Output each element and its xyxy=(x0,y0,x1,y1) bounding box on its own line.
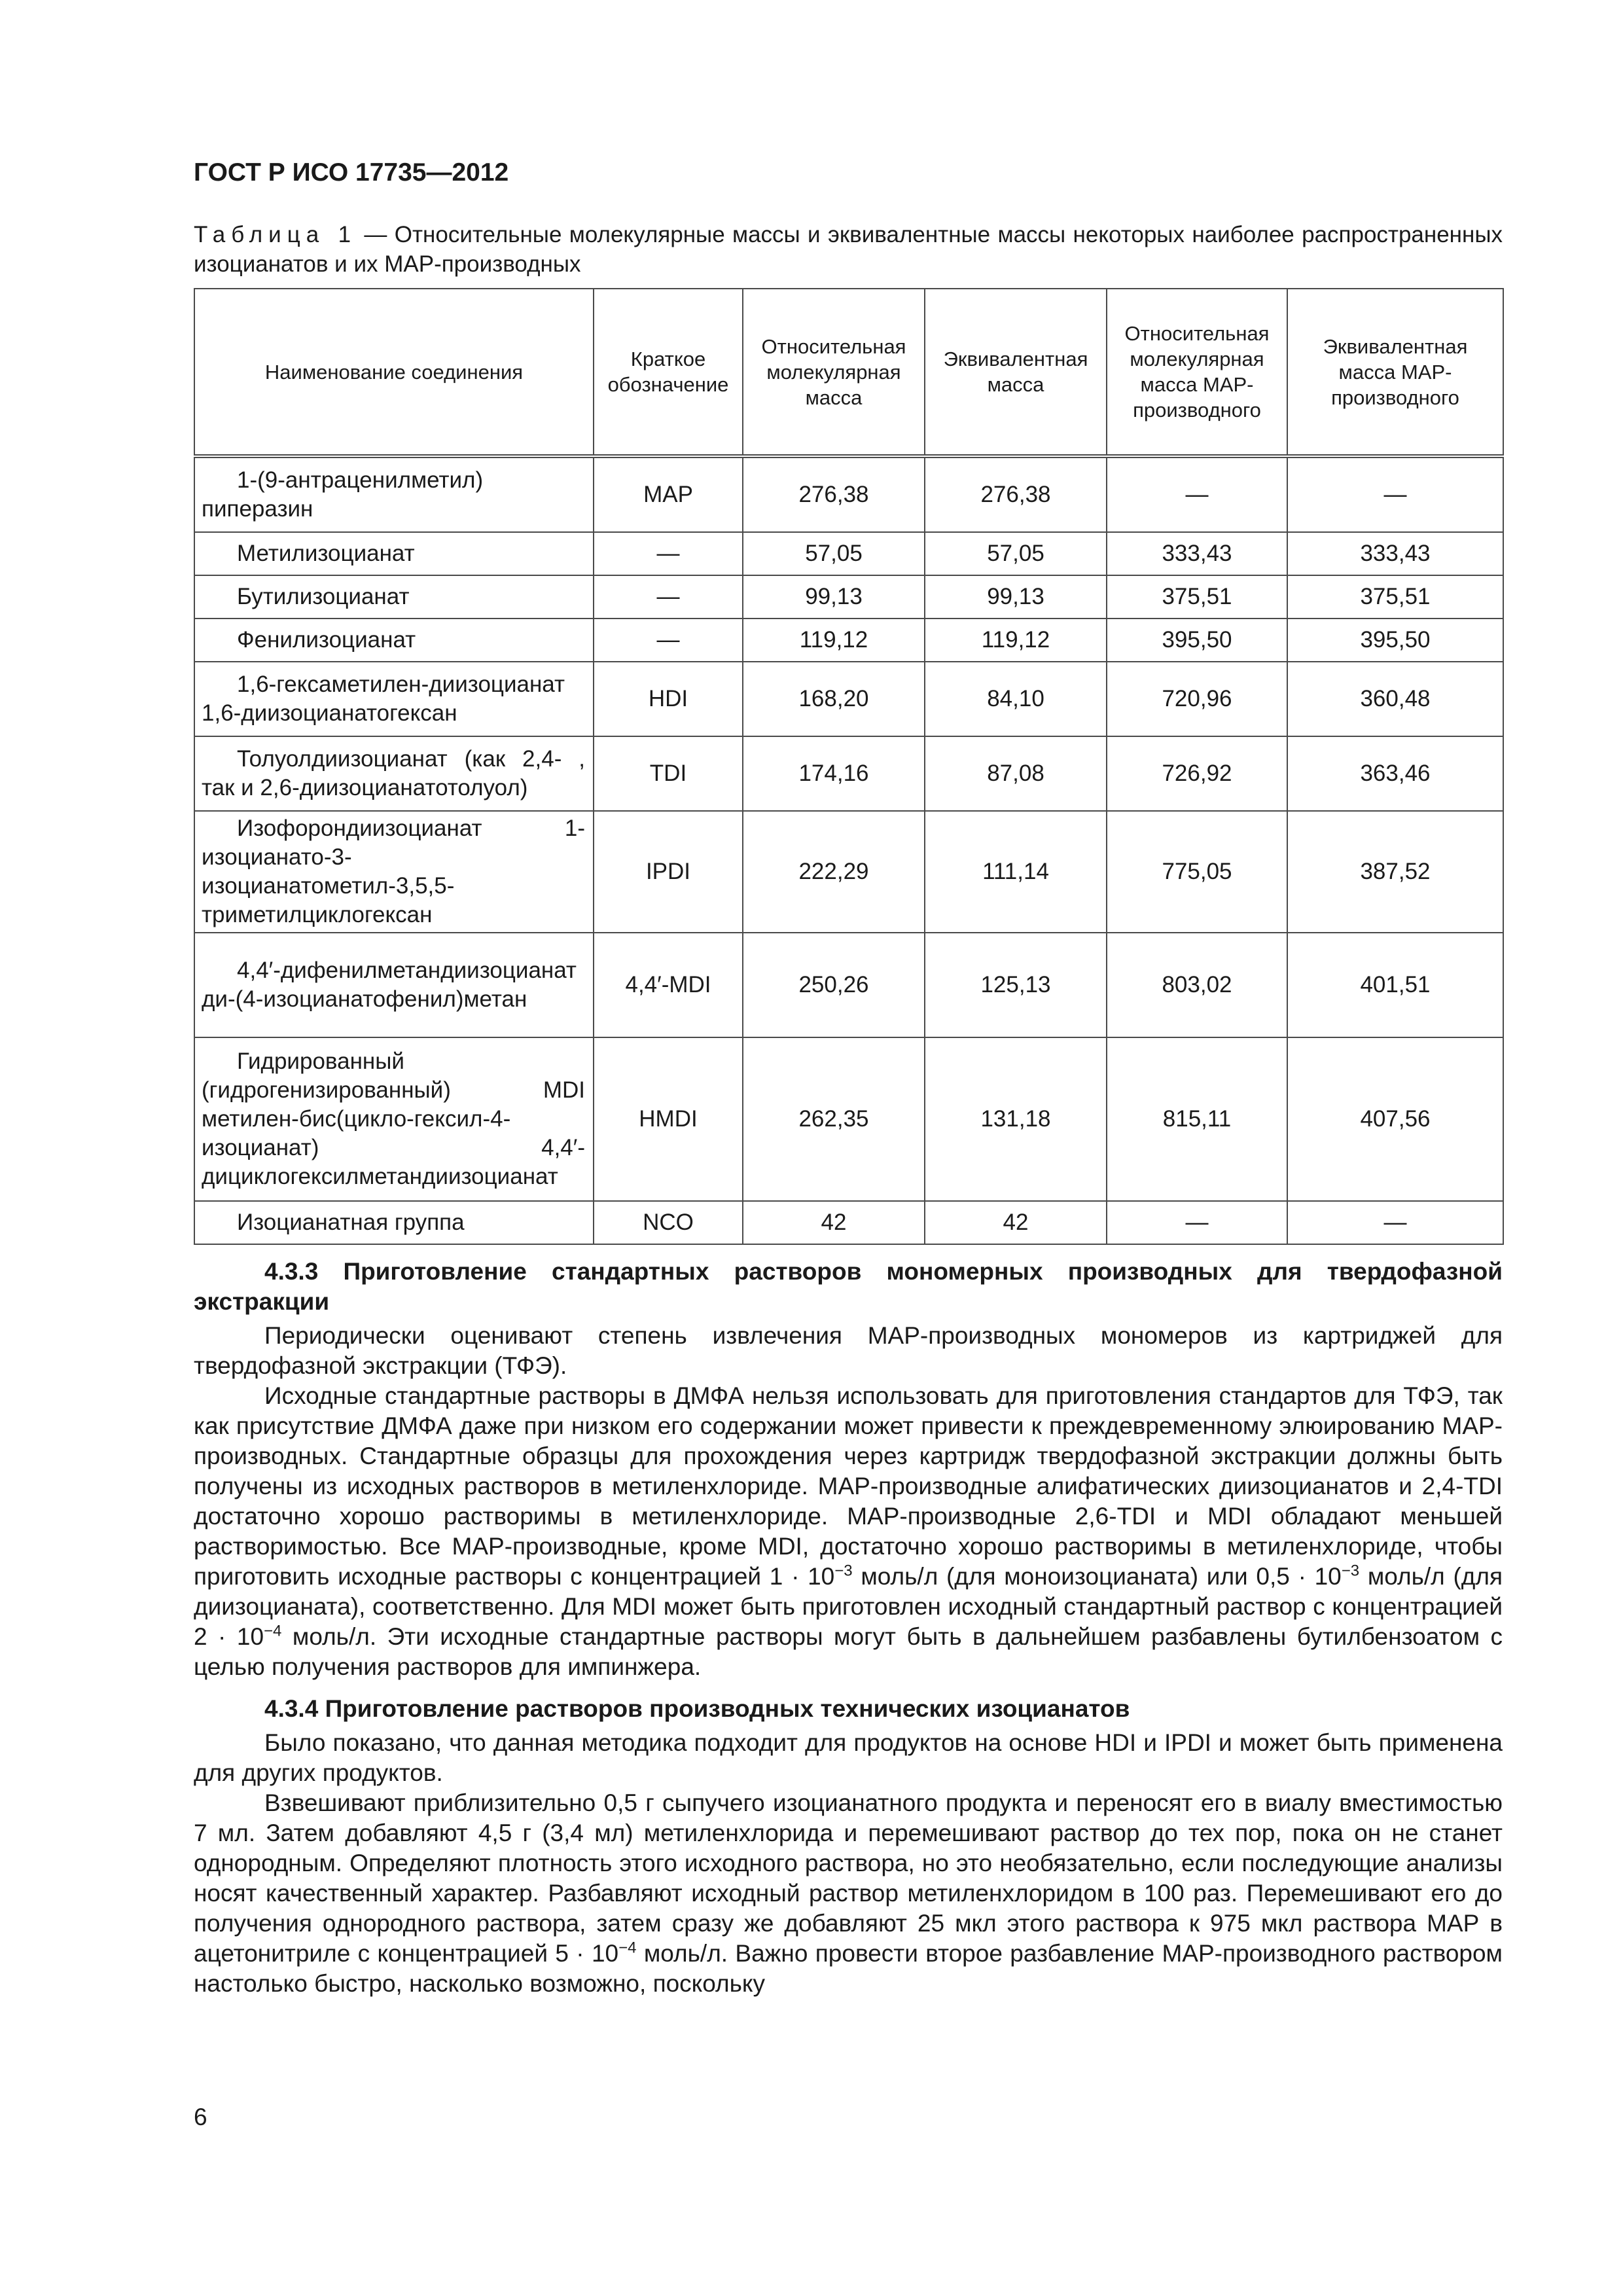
paragraph-text: моль/л (для диизоцианата), соответственно. Для MDI может быть приготовлен исходный стандартный раствор с концентрацией 2 · 10 xyxy=(194,1563,1503,1650)
paragraph-text: моль/л. Важно провести второе разбавление МАР-производного раствором настолько быстро, насколько возможно, поскольку xyxy=(194,1940,1503,1997)
cell-eq: 131,18 xyxy=(925,1037,1107,1201)
cell-mw: 222,29 xyxy=(743,811,925,933)
cell-eq: 84,10 xyxy=(925,662,1107,736)
table-row xyxy=(194,532,1503,575)
cell-abbr: — xyxy=(594,619,743,662)
cell-eq: 111,14 xyxy=(925,811,1107,933)
cell-name: 1-(9-антраценилметил) пиперазин xyxy=(194,456,594,532)
cell-mw-map: 726,92 xyxy=(1107,736,1287,811)
cell-eq: 125,13 xyxy=(925,933,1107,1037)
cell-mw: 250,26 xyxy=(743,933,925,1037)
cell-mw: 119,12 xyxy=(743,619,925,662)
cell-mw: 276,38 xyxy=(743,456,925,532)
cell-name: Изоцианатная группа xyxy=(194,1201,594,1244)
cell-mw-map: 395,50 xyxy=(1107,619,1287,662)
page-number: 6 xyxy=(194,2104,207,2130)
cell-mw: 42 xyxy=(743,1201,925,1244)
cell-abbr: TDI xyxy=(594,736,743,811)
paragraph-text: Взвешивают приблизительно 0,5 г сыпучего изоцианатного продукта и переносят его в виалу вместимостью 7 мл. Затем добавляют 4,5 г (3,4 мл) метиленхлорида и перемешивают раствор до тех пор, пока он не станет однородным. Определяют плотность этого исходного раствора, но это необязательно, если последующие анализы носят качественный характер. Разбавляют исходный раствор метиленхлоридом в 100 раз. Перемешивают его до получения однородного раствора, затем сразу же добавляют 25 мкл этого раствора к 975 мкл раствора МАР в ацетонитриле с концентрацией 5 · 10 xyxy=(194,1789,1503,1967)
paragraph: Было показано, что данная методика подходит для продуктов на основе HDI и IPDI и может быть применена для других продуктов. xyxy=(194,1729,1503,1786)
cell-eq-map: — xyxy=(1287,456,1503,532)
cell-mw-map: 333,43 xyxy=(1107,532,1287,575)
cell-mw: 174,16 xyxy=(743,736,925,811)
column-header-abbr: Краткое обозначение xyxy=(594,289,743,456)
paragraph-text: моль/л. Эти исходные стандартные растворы могут быть в дальнейшем разбавлены бутилбензоатом с целью получения растворов для импинжера. xyxy=(194,1623,1503,1680)
cell-eq: 57,05 xyxy=(925,532,1107,575)
table-row xyxy=(194,575,1503,619)
cell-eq: 99,13 xyxy=(925,575,1107,619)
table-row xyxy=(194,1201,1503,1244)
paragraph xyxy=(194,1788,1503,1999)
cell-mw-map: 803,02 xyxy=(1107,933,1287,1037)
cell-abbr: — xyxy=(594,575,743,619)
paragraph: Периодически оценивают степень извлечения МАР-производных мономеров из картриджей для твердофазной экстракции (ТФЭ). xyxy=(194,1322,1503,1379)
cell-name: Гидрированный (гидрогенизированный) MDI метилен-бис(цикло-гексил-4-изоцианат) 4,4′-дициклогексилметандиизоцианат xyxy=(194,1037,594,1201)
cell-mw-map: 375,51 xyxy=(1107,575,1287,619)
cell-mw-map: — xyxy=(1107,456,1287,532)
section-title: 4.3.3 Приготовление стандартных растворов мономерных производных для твердофазной экстракции xyxy=(194,1258,1503,1315)
cell-mw-map: 720,96 xyxy=(1107,662,1287,736)
table-row xyxy=(194,456,1503,532)
cell-eq: 87,08 xyxy=(925,736,1107,811)
section-4-3-4 xyxy=(194,1694,1503,1999)
cell-eq: 42 xyxy=(925,1201,1107,1244)
cell-eq-map: — xyxy=(1287,1201,1503,1244)
cell-eq: 276,38 xyxy=(925,456,1107,532)
cell-eq-map: 375,51 xyxy=(1287,575,1503,619)
cell-eq-map: 395,50 xyxy=(1287,619,1503,662)
cell-abbr: — xyxy=(594,532,743,575)
cell-abbr: HMDI xyxy=(594,1037,743,1201)
cell-name: Метилизоцианат xyxy=(194,532,594,575)
paragraph-text: Исходные стандартные растворы в ДМФА нельзя использовать для приготовления стандартов для ТФЭ, так как присутствие ДМФА даже при низком его содержании может привести к преждевременному элюированию МАР-производных. Стандартные образцы для прохождения через картридж твердофазной экстракции должны быть получены из исходных растворов в метиленхлориде. МАР-производные алифатических диизоцианатов и 2,4-TDI достаточно хорошо растворимы в метиленхлориде. МАР-производные 2,6-TDI и MDI обладают меньшей растворимостью. Все МАР-производные, кроме MDI, достаточно хорошо растворимы в метиленхлориде, чтобы приготовить исходные растворы с концентрацией 1 · 10 xyxy=(194,1382,1503,1590)
cell-name: Изофорондиизоцианат 1-изоцианато-3-изоцианатометил-3,5,5-триметилциклогексан xyxy=(194,811,594,933)
table-row xyxy=(194,933,1503,1037)
section-title: 4.3.4 Приготовление растворов производных технических изоцианатов xyxy=(264,1695,1130,1722)
cell-abbr: NCO xyxy=(594,1201,743,1244)
molecular-mass-table xyxy=(194,288,1504,1245)
cell-name: Толуолдиизоцианат (как 2,4- , так и 2,6-диизоцианатотолуол) xyxy=(194,736,594,811)
table-row xyxy=(194,619,1503,662)
table-caption-text: — Относительные молекулярные массы и эквивалентные массы некоторых наиболее распространенных изоцианатов и их МАР-производных xyxy=(194,222,1503,277)
cell-mw: 57,05 xyxy=(743,532,925,575)
cell-abbr: 4,4′-MDI xyxy=(594,933,743,1037)
table-row xyxy=(194,811,1503,933)
cell-eq-map: 401,51 xyxy=(1287,933,1503,1037)
cell-mw: 168,20 xyxy=(743,662,925,736)
column-header-name: Наименование соединения xyxy=(194,289,594,456)
exponent: −4 xyxy=(264,1622,282,1640)
table-caption-label: Таблица 1 xyxy=(194,222,357,247)
paragraph xyxy=(194,1381,1503,1682)
cell-name: 1,6-гексаметилен-диизоцианат 1,6-диизоцианатогексан xyxy=(194,662,594,736)
cell-eq: 119,12 xyxy=(925,619,1107,662)
exponent: −4 xyxy=(618,1939,637,1957)
table-row xyxy=(194,1037,1503,1201)
column-header-mw-map: Относительная молекулярная масса МАР-производного xyxy=(1107,289,1287,456)
paragraph-text: моль/л (для моноизоцианата) или 0,5 · 10 xyxy=(852,1563,1342,1590)
cell-name: 4,4′-дифенилметандиизоцианат ди-(4-изоцианатофенил)метан xyxy=(194,933,594,1037)
standard-header: ГОСТ Р ИСО 17735—2012 xyxy=(194,158,509,187)
cell-abbr: HDI xyxy=(594,662,743,736)
cell-mw: 262,35 xyxy=(743,1037,925,1201)
cell-name: Фенилизоцианат xyxy=(194,619,594,662)
table-header-row xyxy=(194,289,1503,456)
cell-mw-map: 775,05 xyxy=(1107,811,1287,933)
cell-mw-map: 815,11 xyxy=(1107,1037,1287,1201)
column-header-eq-map: Эквивалентная масса МАР-производного xyxy=(1287,289,1503,456)
cell-eq-map: 407,56 xyxy=(1287,1037,1503,1201)
cell-abbr: МАР xyxy=(594,456,743,532)
cell-mw-map: — xyxy=(1107,1201,1287,1244)
cell-eq-map: 360,48 xyxy=(1287,662,1503,736)
cell-eq-map: 387,52 xyxy=(1287,811,1503,933)
cell-mw: 99,13 xyxy=(743,575,925,619)
table-row xyxy=(194,736,1503,811)
section-4-3-3 xyxy=(194,1257,1503,1682)
document-page xyxy=(194,157,1503,1999)
exponent: −3 xyxy=(1341,1562,1360,1580)
table-caption xyxy=(194,220,1503,279)
column-header-mw: Относительная молекулярная масса xyxy=(743,289,925,456)
cell-eq-map: 333,43 xyxy=(1287,532,1503,575)
cell-eq-map: 363,46 xyxy=(1287,736,1503,811)
exponent: −3 xyxy=(834,1562,853,1580)
table-row xyxy=(194,662,1503,736)
cell-abbr: IPDI xyxy=(594,811,743,933)
cell-name: Бутилизоцианат xyxy=(194,575,594,619)
column-header-eq: Эквивалентная масса xyxy=(925,289,1107,456)
